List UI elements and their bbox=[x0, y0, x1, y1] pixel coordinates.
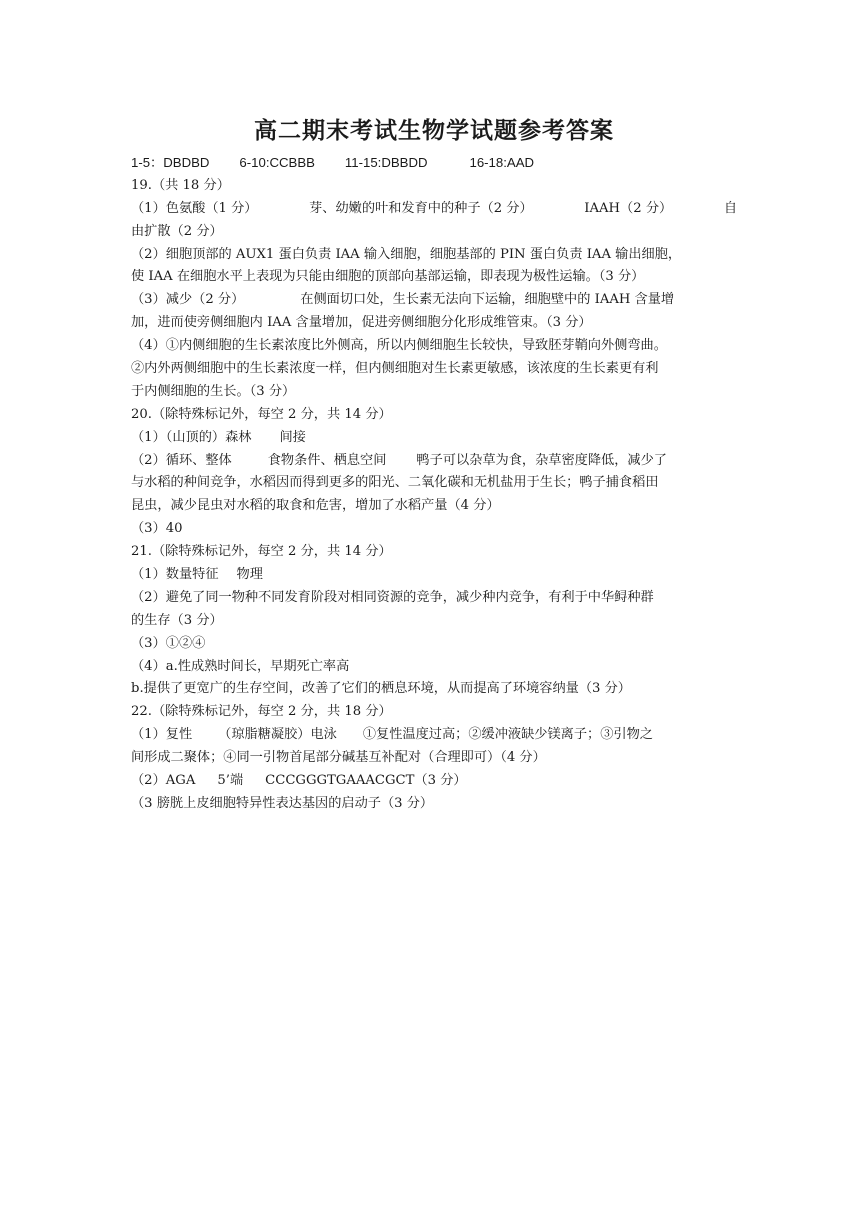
mc-answers-16-18: 16-18:AAD bbox=[469, 155, 535, 170]
q22-part1-answer-b: （琼脂糖凝胶）电泳 bbox=[218, 727, 337, 743]
q19-part1-answer-a: （1）色氨酸（1 分） bbox=[131, 200, 258, 216]
q22-part1-line1 bbox=[131, 724, 737, 747]
q21-part4-b: b.提供了更宽广的生存空间，改善了它们的栖息环境，从而提高了环境容纳量（3 分） bbox=[131, 681, 631, 697]
q20-part1-answer-b: 间接 bbox=[279, 429, 306, 445]
q19-part1-answer-d: 自 bbox=[723, 200, 737, 216]
q19-part1-line1 bbox=[131, 198, 737, 221]
q21-part1 bbox=[131, 564, 737, 587]
q20-part2-answer-c: 鸭子可以杂草为食，杂草密度降低，减少了 bbox=[416, 452, 667, 468]
q22-part2-answer-c: CCCGGGTGAAACGCT（3 分） bbox=[265, 773, 467, 789]
q19-part3-line2: 加，进而使旁侧细胞内 IAA 含量增加，促进旁侧细胞分化形成维管束。（3 分） bbox=[131, 315, 592, 331]
q20-part2-answer-a: （2）循环、整体 bbox=[131, 452, 232, 468]
q22-part2 bbox=[131, 770, 737, 793]
q19-part3-answer-b: 在侧面切口处，生长素无法向下运输，细胞壁中的 IAAH 含量增 bbox=[300, 292, 675, 308]
q22-part3: （3 膀胱上皮细胞特异性表达基因的启动子（3 分） bbox=[131, 795, 434, 811]
page-title: 高二期末考试生物学试题参考答案 bbox=[254, 118, 614, 144]
mc-answers-1-5: 1-5：DBDBD bbox=[131, 155, 210, 170]
q20-part2-answer-b: 食物条件、栖息空间 bbox=[267, 452, 387, 468]
q22-part2-answer-a: （2）AGA bbox=[131, 773, 196, 789]
q22-part1-answer-c: ①复性温度过高；②缓冲液缺少镁离子；③引物之 bbox=[362, 727, 653, 743]
q20-heading: 20.（除特殊标记外，每空 2 分，共 14 分） bbox=[131, 406, 392, 422]
q19-part4-line3: 于内侧细胞的生长。（3 分） bbox=[131, 383, 296, 399]
mc-answers-row bbox=[131, 152, 737, 175]
q19-heading: 19.（共 18 分） bbox=[131, 177, 230, 193]
q19-part4-line1: （4）①内侧细胞的生长素浓度比外侧高，所以内侧细胞生长较快，导致胚芽鞘向外侧弯曲。 bbox=[131, 338, 667, 354]
q22-heading: 22.（除特殊标记外，每空 2 分，共 18 分） bbox=[131, 704, 392, 720]
mc-answers-6-10: 6-10:CCBBB bbox=[239, 155, 315, 170]
q21-part1-answer-b: 物理 bbox=[236, 567, 263, 583]
q19-part3-line1 bbox=[131, 289, 737, 312]
q19-part2-line1: （2）细胞顶部的 AUX1 蛋白负责 IAA 输入细胞，细胞基部的 PIN 蛋白负责 IAA 输出细胞， bbox=[131, 246, 682, 262]
q20-part1 bbox=[131, 427, 737, 450]
q19-part1-line2: 由扩散（2 分） bbox=[131, 223, 223, 239]
q20-part2-line2: 与水稻的种间竞争，水稻因而得到更多的阳光、二氧化碳和无机盐用于生长；鸭子捕食稻田 bbox=[131, 475, 659, 491]
q20-part3: （3）40 bbox=[131, 521, 183, 537]
q20-part2-line1 bbox=[131, 450, 737, 473]
q22-part2-answer-b: 5’端 bbox=[217, 773, 244, 789]
q21-part4: （4）a.性成熟时间长，早期死亡率高 bbox=[131, 658, 350, 674]
q19-part3-answer-a: （3）减少（2 分） bbox=[131, 292, 245, 308]
q21-part3: （3）①②④ bbox=[131, 635, 206, 651]
answer-body bbox=[131, 152, 737, 816]
q19-part2-line2: 使 IAA 在细胞水平上表现为只能由细胞的顶部向基部运输，即表现为极性运输。（3 分） bbox=[131, 269, 645, 285]
q21-heading: 21.（除特殊标记外，每空 2 分，共 14 分） bbox=[131, 544, 392, 560]
q21-part2-line1: （2）避免了同一物种不同发育阶段对相同资源的竞争，减少种内竞争，有利于中华鲟种群 bbox=[131, 589, 654, 605]
q21-part1-answer-a: （1）数量特征 bbox=[131, 567, 219, 583]
q21-part2-line2: 的生存（3 分） bbox=[131, 612, 223, 628]
q19-part1-answer-b: 芽、幼嫩的叶和发育中的种子（2 分） bbox=[309, 200, 533, 216]
q22-part1-answer-a: （1）复性 bbox=[131, 727, 193, 743]
q20-part1-answer-a: （1）（山顶的）森林 bbox=[131, 429, 252, 445]
q22-part1-line2: 间形成二聚体；④同一引物首尾部分碱基互补配对（合理即可）（4 分） bbox=[131, 750, 546, 766]
mc-answers-11-15: 11-15:DBBDD bbox=[344, 155, 428, 170]
q19-part4-line2: ②内外两侧细胞中的生长素浓度一样，但内侧细胞对生长素更敏感，该浓度的生长素更有利 bbox=[131, 361, 659, 377]
q19-part1-answer-c: IAAH（2 分） bbox=[584, 200, 673, 216]
q20-part2-line3: 昆虫，减少昆虫对水稻的取食和危害，增加了水稻产量（4 分） bbox=[131, 498, 500, 514]
